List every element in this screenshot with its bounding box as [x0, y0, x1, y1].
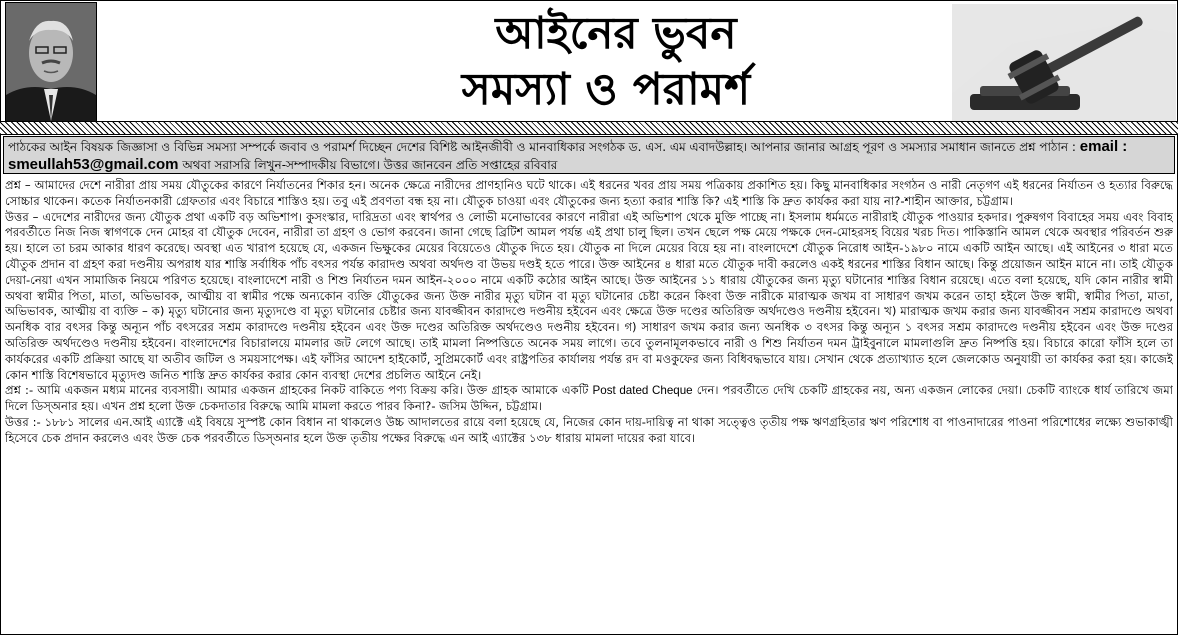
question-2 [5, 383, 1173, 415]
column-title: আইনের ভুবন [495, 8, 737, 59]
intro-text-2: অথবা সরাসরি লিখুন-সম্পাদকীয় বিভাগে। উত্তর জানবেন প্রতি সপ্তাহের রবিবার [182, 158, 558, 172]
column-subtitle: সমস্যা ও পরামর্শ [461, 64, 751, 115]
question-2-text-2: দেন। পরবর্তীতে দেখি চেকটি গ্রাহকের নয়, অন্য একজন লোকের দেয়া। চেকটি ব্যাংকে ধার্য তারিখে জমা দিলে ডিস্অনার হয়। এখন প্রশ্ন হলো উক্ত চেকদাতার বিরুদ্ধে আমি মামলা করতে পারব কিনা?- জসিম উদ্দিন, চট্টগ্রাম। [5, 383, 1173, 414]
column-header [0, 0, 1178, 136]
question-2-text: প্রশ্ন :- আমি একজন মধ্যম মানের ব্যবসায়ী। আমার একজন গ্রাহকের নিকট বাকিতে পণ্য বিক্রয় করি। উক্ত গ্রাহক আমাকে একটি [5, 383, 589, 398]
answer-1: উত্তর – এদেশের নারীদের জন্য যৌতুক প্রথা একটি বড় অভিশাপ। কুসংস্কার, দারিদ্রতা এবং স্বার্থপর ও লোভী মনোভাবের কারণে নারীরা এই অভিশাপ থেকে মুক্তি পাচ্ছে না। ইসলাম ধর্মমতে নারীরাই যৌতুক পাওয়ার হকদার। পুরুষগণ বিবাহের সময় এবং বিবাহ পরবর্তীতে নিজ নিজ স্বাগণকে দেন মোহর বা যৌতুক দেবেন, নারীরা তা গ্রহণ ও ভোগ করবেন। জানা গেছে ব্রিটিশ আমল পর্যন্ত এই প্রথা চালু ছিল। তখন ছেলে পক্ষ মেয়ে পক্ষকে দেন-মোহরসহ বিয়ের খরচ দিত। পাকিস্তানি আমল থেকে অবস্থার পরিবর্তন শুরু হয়। হালে তা চরম আকার ধারণ করেছে। অবস্থা এত খারাপ হয়েছে যে, একজন ভিক্ষুকের মেয়ের বিয়েতেও যৌতুক দিতে হয়। যৌতুক না দিলে মেয়ের বিয়ে হয় না। বাংলাদেশে যৌতুক নিরোধ আইন-১৯৮০ নামে একটি আইন আছে। এই আইনের ৩ ধারা মতে যৌতুক প্রদান বা গ্রহণ করা দণ্ডনীয় অপরাধ যার শাস্তি সর্বাধিক পাঁচ বৎসর পর্যন্ত কারাদণ্ড অথবা অর্থদণ্ড বা উভয় দণ্ডই হতে পারে। উক্ত আইনের ৪ ধারা মতে যৌতুক দাবী করলেও একই ধরনের শাস্তির বিধান আছে। কিন্তু প্রয়োজন আইন মানে না। তাই যৌতুক দেয়া-নেয়া এখন সামাজিক নিয়মে পরিণত হয়েছে। বাংলাদেশে নারী ও শিশু নির্যাতন দমন আইন-২০০০ নামে একটি কঠোর আইন আছে। উক্ত আইনের ১১ ধারায় যৌতুকের জন্য মৃত্যু ঘটানোর শাস্তির বিধান রয়েছে। এতে বলা হয়েছে, যদি কোন নারীর স্বামী অথবা স্বামীর পিতা, মাতা, অভিভাবক, আত্মীয় বা স্বামীর পক্ষে অন্যকোন ব্যক্তি যৌতুকের জন্য উক্ত নারীর মৃত্যু ঘটান বা মৃত্যু ঘটানোর চেষ্টা করেন কিংবা উক্ত নারীকে মারাত্মক জখম বা সাধারণ জখম করেন তাহা হইলে উক্ত স্বামী, স্বামীর পিতা, মাতা, অভিভাবক, আত্মীয় বা ব্যক্তি – ক) মৃত্যু ঘটানোর জন্য মৃত্যুদণ্ডে বা মৃত্যু ঘটানোর চেষ্টার জন্য যাবজ্জীবন কারাদণ্ডে দণ্ডনীয় হইবেন এবং ক্ষেত্রে উক্ত দণ্ডের অতিরিক্ত অর্থদণ্ডেও দণ্ডনীয় হইবেন। খ) মারাত্মক জখম করার জন্য যাবজ্জীবন সশ্রম কারাদণ্ডে অথবা অনধিক বার বৎসর কিন্তু অন্যূন পাঁচ বৎসরের সশ্রম কারাদণ্ডে দণ্ডনীয় হইবেন এবং উক্ত দণ্ডের অতিরিক্ত অর্থদণ্ডেও দণ্ডনীয় হইবেন। গ) সাধারণ জখম করার জন্য অনধিক ৩ বৎসর কিন্তু অন্যূন ১ বৎসর সশ্রম কারাদণ্ডে দণ্ডনীয় হইবেন এবং উক্ত দণ্ডের অতিরিক্ত অর্থদণ্ডেও দণ্ডনীয় হইবেন। বাংলাদেশের বিচারালয়ে মামলার জট লেগে আছে। তাই মামলা নিষ্পত্তিতে অনেক সময় লাগে। তবে তুলনামূলকভাবে নারী ও শিশু নির্যাতন দমন ট্রাইবুনালে মামলাগুলি দ্রুত নিষ্পত্তি হয়। বিচারে কারো ফাঁসি হলে তা কার্যকরের একটি প্রক্রিয়া আছে যা অতীব জটিল ও সময়সাপেক্ষ। এই ফাঁসির আদেশ হাইকোর্ট, সুপ্রিমকোর্ট এবং রাষ্ট্রপতির কার্যালয় পর্যন্ত রদ বা মওকুফের জন্য বিধিবদ্ধভাবে যায়। সেখান থেকে প্রত্যাখ্যাত হলে জেলকোড অনুযায়ী তা কার্যকর করা হয়। কাজেই কোন শাস্তি বিশেষভাবে মৃত্যুদণ্ড জনিত শাস্তি দ্রুত কার্যকর করার কোন ব্যবস্থা দেশের প্রচলিত আইনে নেই। [5, 209, 1173, 382]
intro-box [3, 136, 1175, 174]
columnist-photo [5, 2, 97, 122]
email-label: email : [1079, 138, 1128, 155]
question-2-english: Post dated Cheque [592, 384, 693, 398]
article-body [5, 178, 1173, 633]
question-1: প্রশ্ন – আমাদের দেশে নারীরা প্রায় সময় যৌতুকের কারণে নির্যাতনের শিকার হন। অনেক ক্ষেত্রে নারীদের প্রাণহানিও ঘটে থাকে। এই ধরনের খবর প্রায় সময় পত্রিকায় প্রকাশিত হয়। কিছু মানবাধিকার সংগঠন ও নারী নেতৃগণ এই ধরনের নির্যাতন ও হত্যার বিরুদ্ধে সোচ্চার থাকেন। কতেক নির্যাতনকারী গ্রেফতার এবং বিচারে শাস্তিও হয়। তবু এই প্রবণতা বন্ধ হয় না। যৌতুক চাওয়া এবং যৌতুকের জন্য হত্যা করার শাস্তি কি? এই শাস্তি কি দ্রুত কার্যকর করা যায় না?-শাহীন আক্তার, চট্টগ্রাম। [5, 178, 1173, 208]
header-divider [0, 121, 1178, 135]
gavel-icon [952, 4, 1176, 128]
intro-text: পাঠকের আইন বিষয়ক জিজ্ঞাসা ও বিভিন্ন সমস্যা সম্পর্কে জবাব ও পরামর্শ দিচ্ছেন দেশের বিশিষ্ট আইনজীবী ও মানবাধিকার সংগঠক ড. এস. এম এবাদউল্লাহ। আপনার জানার আগ্রহ পূরণ ও সমস্যার সমাধান জানতে প্রশ্ন পাঠান : [8, 140, 1076, 154]
answer-2: উত্তর :- ১৮৮১ সালের এন.আই এ্যাক্টে এই বিষয়ে সুস্পষ্ট কোন বিধান না থাকলেও উচ্চ আদালতের রায়ে বলা হয়েছে যে, নিজের কোন দায়-দায়িত্ব না থাকা সত্ত্বেও তৃতীয় পক্ষ ঋণগ্রহিতার ঋণ পরিশোধ বা পাওনাদারের পাওনা পরিশোধের লক্ষ্যে শুভাকাঙ্খী হিসেবে চেক প্রদান করলেও এবং উক্ত চেক পরবর্তীতে ডিস্অনার হলে উক্ত তৃতীয় পক্ষের বিরুদ্ধে এন আই এ্যাক্টের ১৩৮ ধারায় মামলা দায়ের করা যাবে। [5, 414, 1173, 445]
email-address[interactable]: smeullah53@gmail.com [8, 156, 179, 173]
